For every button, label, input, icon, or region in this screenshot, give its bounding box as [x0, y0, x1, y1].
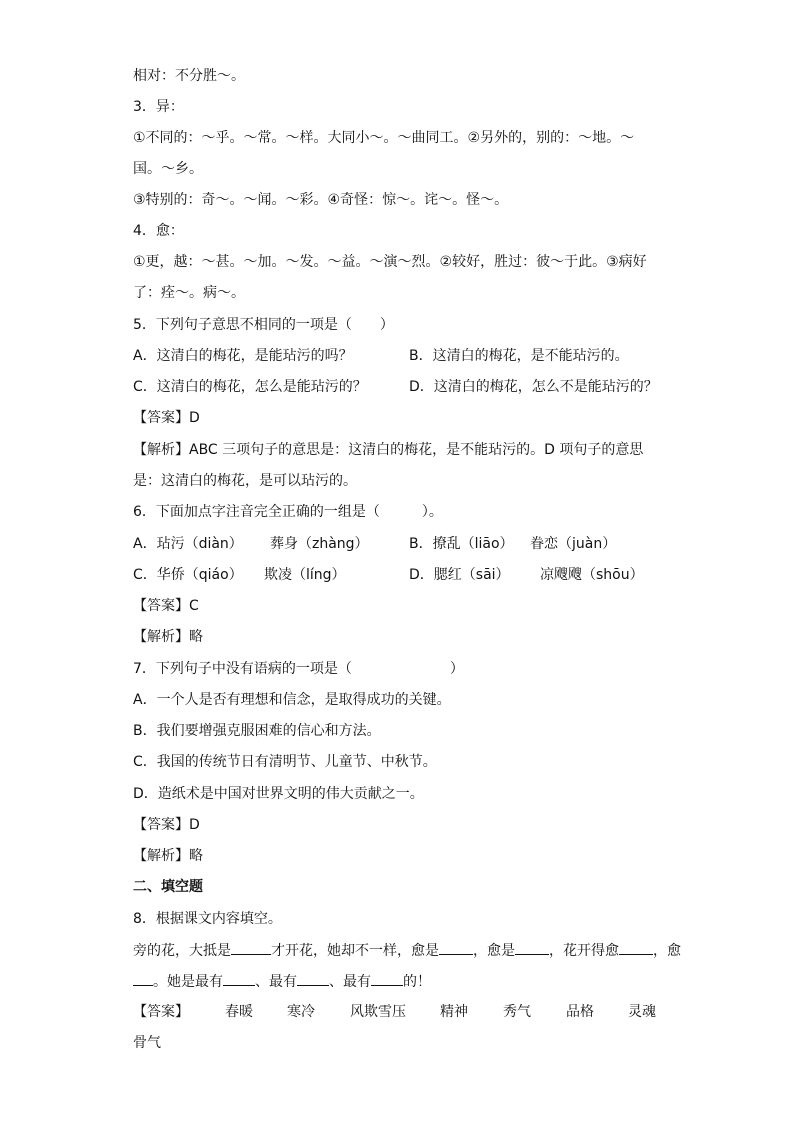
option-c: C．我国的传统节日有清明节、儿童节、中秋节。	[133, 754, 437, 770]
option-c: C．这清白的梅花，怎么是能玷污的？	[133, 379, 367, 395]
text-segment: ，愈	[653, 943, 681, 959]
option-a: A．这清白的梅花，是能玷污的吗？	[133, 348, 353, 364]
option-b: B．这清白的梅花，是不能玷污的。	[409, 348, 629, 364]
question-5: 5．下列句子意思不相同的一项是（ ）	[133, 317, 394, 333]
answer-line: 【答案】D	[133, 817, 200, 833]
fill-blank-line	[133, 971, 431, 992]
answer-item: 品格	[566, 1004, 594, 1020]
text-segment: 、最有	[329, 974, 371, 990]
item-heading: 3．异：	[133, 99, 184, 115]
fill-blank-line	[133, 940, 681, 961]
answer-item: 风欺雪压	[350, 1004, 406, 1020]
text-segment: 旁的花，大抵是	[133, 943, 231, 959]
question-7: 7．下列句子中没有语病的一项是（ ）	[133, 661, 464, 677]
explanation-line: 【解析】略	[133, 848, 203, 864]
blank	[439, 940, 473, 955]
blank	[515, 940, 549, 955]
blank	[231, 940, 271, 955]
option-d: D．腮红（sāi）	[409, 567, 510, 583]
option-c-second: 欺凌（líng）	[264, 567, 346, 583]
text-segment: ，花开得愈	[549, 943, 619, 959]
section-heading: 二、填空题	[133, 879, 203, 895]
answer-label: 【答案】	[133, 1004, 189, 1020]
answer-item: 精神	[440, 1004, 468, 1020]
text-line: ①更，越：～甚。～加。～发。～益。～演～烈。②较好，胜过：彼～于此。③病好	[133, 254, 647, 270]
text-line: 相对：不分胜～。	[133, 68, 245, 84]
option-b: B．撩乱（liāo）	[409, 536, 514, 552]
answer-continuation: 骨气	[133, 1035, 161, 1051]
text-line: 了：痊～。病～。	[133, 285, 245, 301]
option-c: C．华侨（qiáo）	[133, 567, 243, 583]
explanation-line: 是：这清白的梅花，是可以玷污的。	[133, 473, 357, 489]
text-segment: 才开花，她却不一样，愈是	[271, 943, 439, 959]
text-segment: 。她是最有	[153, 974, 223, 990]
text-line: ①不同的：～乎。～常。～样。大同小～。～曲同工。②另外的，别的：～地。～	[133, 130, 635, 146]
option-a: A．玷污（diàn）	[133, 536, 243, 552]
option-d: D．这清白的梅花，怎么不是能玷污的？	[409, 379, 658, 395]
answer-item: 寒冷	[287, 1004, 315, 1020]
text-segment: 、最有	[255, 974, 297, 990]
option-d: D．造纸术是中国对世界文明的伟大贡献之一。	[133, 786, 424, 802]
blank	[133, 971, 153, 986]
option-a: A．一个人是否有理想和信念，是取得成功的关键。	[133, 692, 451, 708]
blank	[371, 971, 403, 986]
answer-line: 【答案】C	[133, 598, 199, 614]
explanation-line: 【解析】略	[133, 629, 203, 645]
question-6: 6．下面加点字注音完全正确的一组是（ ）。	[133, 504, 443, 520]
item-heading: 4．愈：	[133, 223, 184, 239]
question-8: 8．根据课文内容填空。	[133, 911, 282, 927]
option-b: B．我们要增强克服困难的信心和方法。	[133, 723, 381, 739]
option-b-second: 眷恋（juàn）	[530, 536, 617, 552]
blank	[297, 971, 329, 986]
answer-item: 灵魂	[628, 1004, 656, 1020]
text-line: 国。～乡。	[133, 161, 203, 177]
answer-item: 春暖	[225, 1004, 253, 1020]
explanation-line: 【解析】ABC 三项句子的意思是：这清白的梅花，是不能玷污的。D 项句子的意思	[133, 442, 644, 458]
blank	[223, 971, 255, 986]
text-line: ③特别的：奇～。～闻。～彩。④奇怪：惊～。诧～。怪～。	[133, 192, 509, 208]
option-a-second: 葬身（zhàng）	[270, 536, 369, 552]
answer-item: 秀气	[503, 1004, 531, 1020]
text-segment: 的！	[403, 974, 431, 990]
option-d-second: 凉飕飕（shōu）	[540, 567, 644, 583]
blank	[619, 940, 653, 955]
answer-row	[0, 1002, 794, 1022]
text-segment: ，愈是	[473, 943, 515, 959]
answer-line: 【答案】D	[133, 410, 200, 426]
